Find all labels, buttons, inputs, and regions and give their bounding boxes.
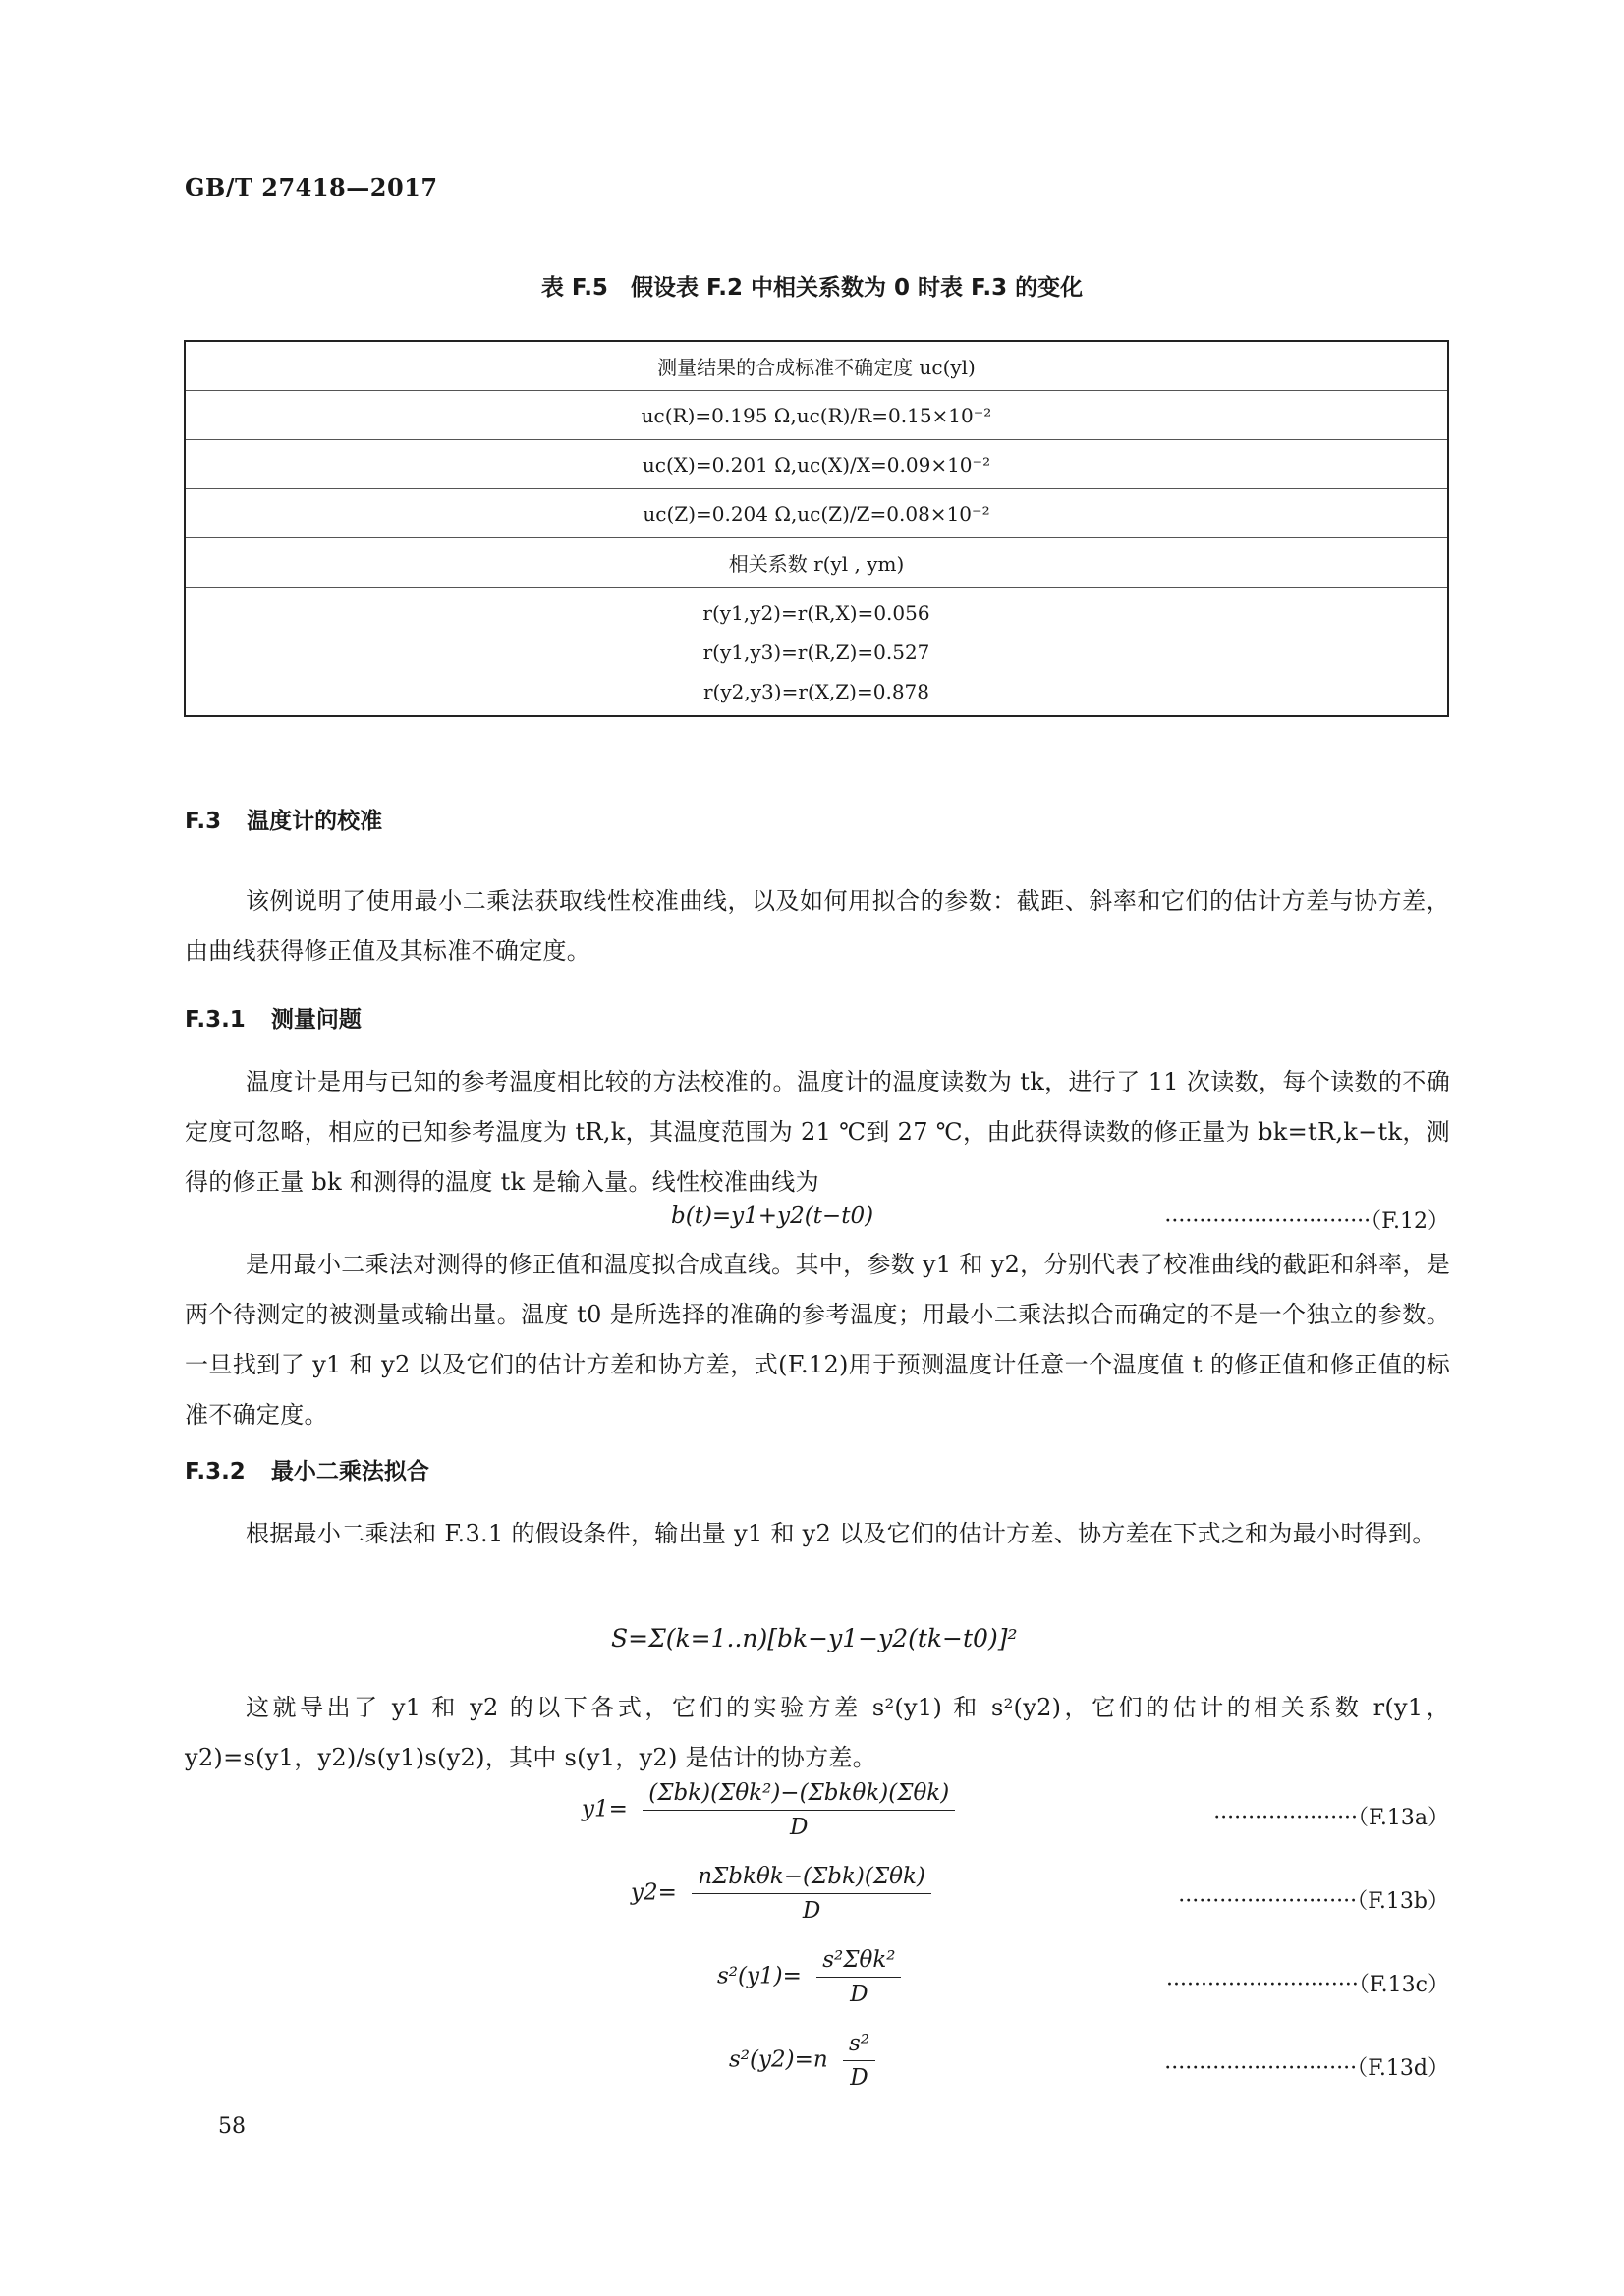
table-row: uc(R)=0.195 Ω,uc(R)/R=0.15×10⁻² xyxy=(186,390,1447,439)
table-title: 表 F.5 假设表 F.2 中相关系数为 0 时表 F.3 的变化 xyxy=(540,275,1084,301)
f32-paragraph-2 xyxy=(185,1683,1450,1783)
section-title: 温度计的校准 xyxy=(247,809,383,834)
table-header-correlation: 相关系数 r(yl , ym) xyxy=(186,537,1447,587)
section-title: 最小二乘法拟合 xyxy=(270,1459,429,1484)
equation-f13a xyxy=(582,1780,955,1840)
numerator: (Σbk)(Σθk²)−(Σbkθk)(Σθk) xyxy=(643,1780,955,1811)
table-row: uc(X)=0.201 Ω,uc(X)/X=0.09×10⁻² xyxy=(186,439,1447,488)
paragraph-text: 是用最小二乘法对测得的修正值和温度拟合成直线。其中，参数 y1 和 y2，分别代表了校准曲线的截距和斜率，是两个待测定的被测量或输出量。温度 t0 是所选择的准确的参考温度；用最小二乘法拟合而确定的不是一个独立的参数。一旦找到了 y1 和 y2 以及它们的估计方差和协方差，式(F.12)用于预测温度计任意一个温度值 t 的修正值和修正值的标准不确定度。 xyxy=(185,1251,1450,1428)
equation-sum: S=Σ(k=1..n)[bk−y1−y2(tk−t0)]² xyxy=(611,1624,1018,1652)
dot-leader: ····················· xyxy=(1213,1806,1359,1830)
f31-paragraph xyxy=(185,1057,1450,1207)
standard-code: GB/T 27418—2017 xyxy=(185,173,438,201)
f32-paragraph xyxy=(185,1509,1450,1559)
section-number: F.3 xyxy=(185,809,222,834)
equation-label-f13a: ·····················（F.13a） xyxy=(1213,1806,1449,1830)
denominator: D xyxy=(850,1982,868,2007)
numerator: nΣbkθk−(Σbk)(Σθk) xyxy=(692,1864,931,1894)
equation-f13d xyxy=(729,2031,875,2091)
fraction xyxy=(816,1947,901,2007)
equation-lhs: y2= xyxy=(631,1879,677,1906)
equation-lhs: s²(y2)=n xyxy=(729,2046,828,2073)
equation-label-f12: ······························（F.12） xyxy=(1164,1209,1449,1234)
equation-label-f13b: ··························（F.13b） xyxy=(1178,1889,1449,1914)
dot-leader: ···························· xyxy=(1164,2056,1358,2081)
dot-leader: ···························· xyxy=(1166,1973,1359,1997)
dot-leader: ······························ xyxy=(1164,1209,1372,1234)
section-number: F.3.2 xyxy=(185,1459,246,1484)
equation-f13b xyxy=(631,1864,931,1924)
intro-paragraph xyxy=(185,876,1450,977)
table-header-uncertainty: 测量结果的合成标准不确定度 uc(yl) xyxy=(657,356,976,379)
equation-lhs: s²(y1)= xyxy=(717,1963,802,1989)
section-title: 测量问题 xyxy=(270,1007,362,1033)
correlation-line: r(y1,y3)=r(R,Z)=0.527 xyxy=(702,641,930,664)
paragraph-text: 该例说明了使用最小二乘法获取线性校准曲线，以及如何用拟合的参数：截距、斜率和它们的估计方差与协方差，由曲线获得修正值及其标准不确定度。 xyxy=(185,887,1450,965)
dot-leader: ·························· xyxy=(1178,1889,1358,1914)
table-correlation-cell xyxy=(186,587,1447,715)
equation-f12: b(t)=y1+y2(t−t0) xyxy=(671,1204,874,1229)
equation-lhs: y1= xyxy=(582,1796,628,1822)
denominator: D xyxy=(789,1815,809,1840)
section-number: F.3.1 xyxy=(185,1007,246,1033)
denominator: D xyxy=(802,1898,821,1924)
fraction xyxy=(692,1864,931,1924)
f31-paragraph-2 xyxy=(185,1240,1450,1440)
section-heading-f31 xyxy=(185,1001,362,1034)
fraction xyxy=(843,2031,875,2091)
numerator: s² xyxy=(843,2031,875,2061)
denominator: D xyxy=(850,2065,868,2091)
section-heading-f3 xyxy=(185,803,382,835)
coefficient-table xyxy=(184,340,1449,717)
equation-label-f13c: ····························（F.13c） xyxy=(1166,1973,1449,1997)
numerator: s²Σθk² xyxy=(816,1947,901,1978)
equation-label-f13d: ····························（F.13d） xyxy=(1164,2056,1449,2081)
section-heading-f32 xyxy=(185,1453,429,1485)
correlation-line: r(y2,y3)=r(X,Z)=0.878 xyxy=(703,680,929,703)
paragraph-text: 根据最小二乘法和 F.3.1 的假设条件，输出量 y1 和 y2 以及它们的估计方差、协方差在下式之和为最小时得到。 xyxy=(246,1520,1436,1547)
paragraph-text: 这就导出了 y1 和 y2 的以下各式，它们的实验方差 s²(y1) 和 s²(y2)，它们的估计的相关系数 r(y1，y2)=s(y1，y2)/s(y1)s(y2)，其中 s(y1，y2) 是估计的协方差。 xyxy=(185,1694,1450,1771)
equation-f13c xyxy=(717,1947,901,2007)
table-row: uc(Z)=0.204 Ω,uc(Z)/Z=0.08×10⁻² xyxy=(186,488,1447,537)
paragraph-text: 温度计是用与已知的参考温度相比较的方法校准的。温度计的温度读数为 tk，进行了 11 次读数，每个读数的不确定度可忽略，相应的已知参考温度为 tR,k，其温度范围为 21 ℃到 27 ℃，由此获得读数的修正量为 bk=tR,k−tk，测得的修正量 bk 和测得的温度 tk 是输入量。线性校准曲线为 xyxy=(185,1068,1450,1196)
correlation-line: r(y1,y2)=r(R,X)=0.056 xyxy=(702,601,930,625)
fraction xyxy=(643,1780,955,1840)
page-number: 58 xyxy=(218,2114,246,2139)
